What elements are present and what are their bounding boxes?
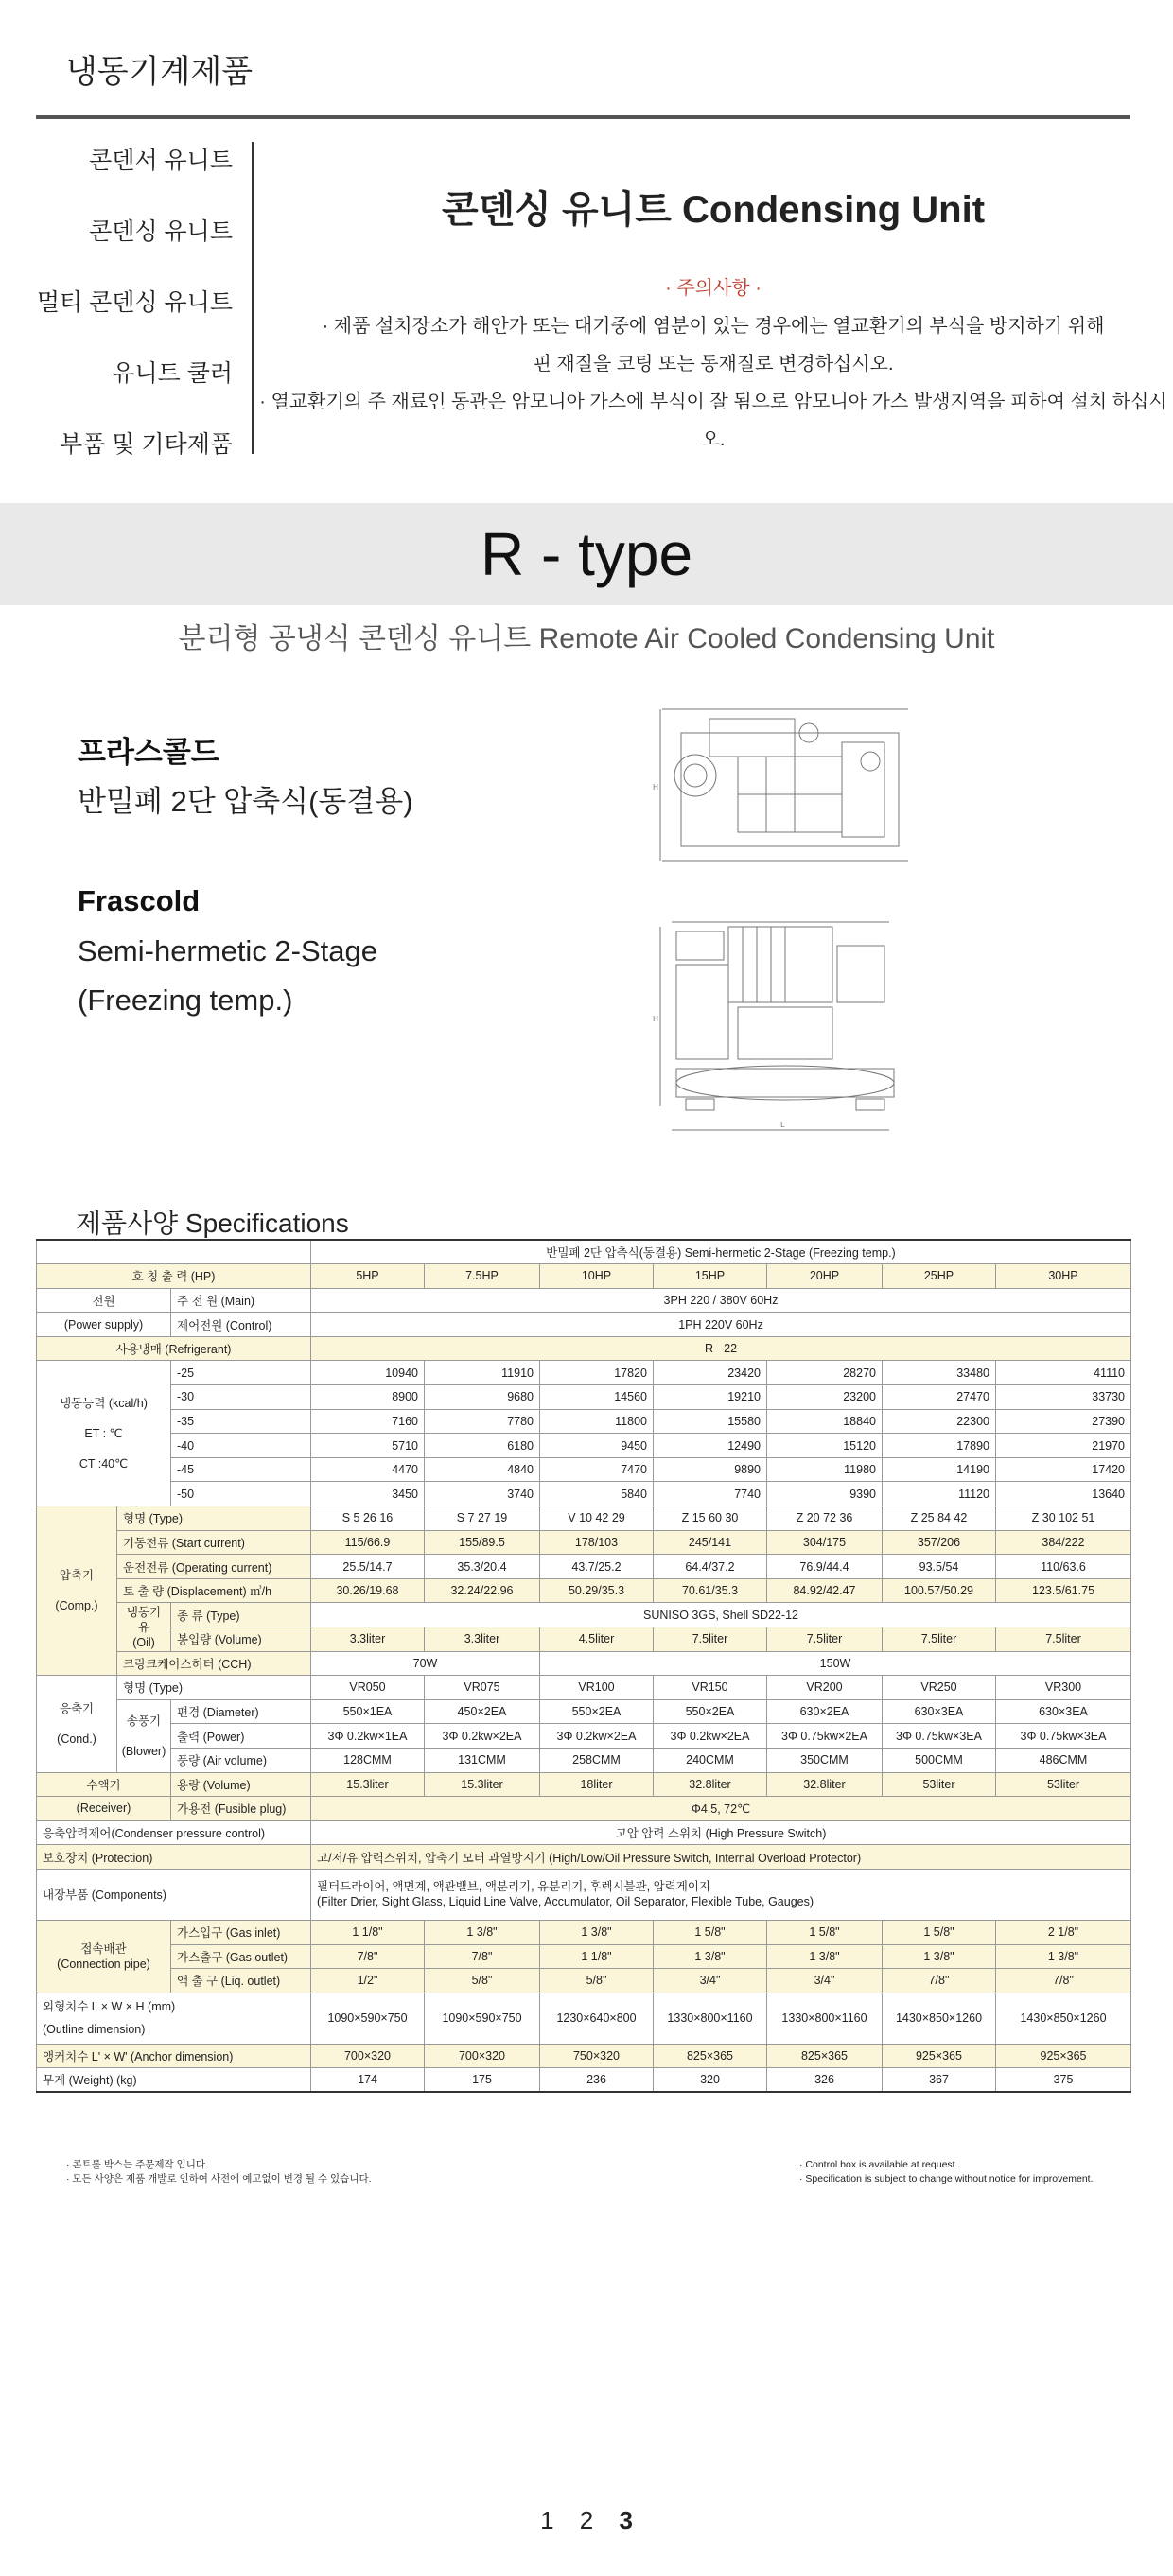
- capacity-cell: 28270: [767, 1361, 883, 1385]
- comp-disp-cell: 123.5/61.75: [996, 1578, 1131, 1603]
- liq-outlet-cell: 1/2": [311, 1969, 425, 1993]
- blower-air-cell: 258CMM: [540, 1748, 654, 1772]
- components-label: 내장부품 (Components): [37, 1869, 311, 1920]
- capacity-cell: 9390: [767, 1482, 883, 1506]
- comp-oper-cell: 76.9/44.4: [767, 1555, 883, 1579]
- oil-vol-cell: 3.3liter: [311, 1627, 425, 1652]
- weight-cell: 375: [996, 2068, 1131, 2093]
- refrigerant-label: 사용냉매 (Refrigerant): [37, 1336, 311, 1361]
- blower-dia-cell: 630×2EA: [767, 1699, 883, 1724]
- capacity-cell: 17820: [540, 1361, 654, 1385]
- anchor-cell: 750×320: [540, 2044, 654, 2068]
- comp-oper-label: 운전전류 (Operating current): [117, 1555, 311, 1579]
- protection-label: 보호장치 (Protection): [37, 1845, 311, 1870]
- comp-type-cell: S 7 27 19: [425, 1506, 540, 1531]
- blower-air-cell: 128CMM: [311, 1748, 425, 1772]
- capacity-cell: 15580: [654, 1409, 767, 1434]
- capacity-cell: 27470: [883, 1385, 996, 1410]
- comp-disp-cell: 84.92/42.47: [767, 1578, 883, 1603]
- top-view-drawing: [653, 705, 918, 865]
- liq-outlet-cell: 7/8": [883, 1969, 996, 1993]
- capacity-et: -30: [171, 1385, 311, 1410]
- blower-air-cell: 131CMM: [425, 1748, 540, 1772]
- anchor-cell: 700×320: [425, 2044, 540, 2068]
- compressor-group: 압축기 (Comp.): [37, 1506, 117, 1676]
- blower-dia-cell: 630×3EA: [996, 1699, 1131, 1724]
- gas-inlet-label: 가스입구 (Gas inlet): [171, 1920, 311, 1944]
- liq-outlet-cell: 5/8": [540, 1969, 654, 1993]
- side-nav: [28, 142, 254, 458]
- components-value: 필터드라이어, 액면계, 액관밸브, 액분리기, 유분리기, 후렉시블관, 압력게이지 (Filter Drier, Sight Glass, Liquid Line Valve, Accumulator, Oil Separator, Flexible Tube, Gauges): [311, 1869, 1131, 1920]
- capacity-cell: 17420: [996, 1457, 1131, 1482]
- capacity-cell: 14190: [883, 1457, 996, 1482]
- cond-pressure-label: 응축압력제어(Condenser pressure control): [37, 1820, 311, 1845]
- protection-value: 고/저/유 압력스위치, 압축기 모터 과열방지기 (High/Low/Oil Pressure Switch, Internal Overload Protector): [311, 1845, 1131, 1870]
- blower-power-cell: 3Φ 0.75kw×2EA: [767, 1724, 883, 1749]
- gas-inlet-cell: 1 5/8": [767, 1920, 883, 1944]
- capacity-cell: 7740: [654, 1482, 767, 1506]
- footnotes-ko: [66, 2158, 372, 2186]
- oil-vol-cell: 7.5liter: [996, 1627, 1131, 1652]
- capacity-cell: 8900: [311, 1385, 425, 1410]
- capacity-cell: 33480: [883, 1361, 996, 1385]
- capacity-et: -25: [171, 1361, 311, 1385]
- weight-cell: 320: [654, 2068, 767, 2093]
- outline-cell: 1230×640×800: [540, 1993, 654, 2044]
- capacity-et: -40: [171, 1434, 311, 1458]
- oil-vol-cell: 7.5liter: [654, 1627, 767, 1652]
- blower-dia-cell: 550×2EA: [654, 1699, 767, 1724]
- cch-label: 크랑크케이스히터 (CCH): [117, 1651, 311, 1676]
- capacity-et: -35: [171, 1409, 311, 1434]
- hp-cell: 7.5HP: [425, 1264, 540, 1289]
- capacity-cell: 9450: [540, 1434, 654, 1458]
- blower-power-label: 출력 (Power): [171, 1724, 311, 1749]
- cch-value-a: 70W: [311, 1651, 540, 1676]
- oil-vol-cell: 3.3liter: [425, 1627, 540, 1652]
- gas-outlet-cell: 7/8": [425, 1944, 540, 1969]
- oil-vol-label: 봉입량 (Volume): [171, 1627, 311, 1652]
- gas-outlet-cell: 1 3/8": [883, 1944, 996, 1969]
- receiver-vol-cell: 15.3liter: [311, 1772, 425, 1797]
- comp-type-cell: S 5 26 16: [311, 1506, 425, 1531]
- capacity-cell: 23200: [767, 1385, 883, 1410]
- cond-type-cell: VR150: [654, 1676, 767, 1700]
- capacity-et: -45: [171, 1457, 311, 1482]
- capacity-cell: 9890: [654, 1457, 767, 1482]
- comp-type-label: 형명 (Type): [117, 1506, 311, 1531]
- outline-cell: 1330×800×1160: [654, 1993, 767, 2044]
- hp-cell: 5HP: [311, 1264, 425, 1289]
- cond-type-cell: VR100: [540, 1676, 654, 1700]
- receiver-vol-cell: 18liter: [540, 1772, 654, 1797]
- liq-outlet-label: 액 출 구 (Liq. outlet): [171, 1969, 311, 1993]
- comp-disp-cell: 100.57/50.29: [883, 1578, 996, 1603]
- blower-air-cell: 500CMM: [883, 1748, 996, 1772]
- model-header: 반밀폐 2단 압축식(동결용) Semi-hermetic 2-Stage (Freezing temp.): [311, 1240, 1131, 1264]
- oil-vol-cell: 4.5liter: [540, 1627, 654, 1652]
- condenser-group: 응축기 (Cond.): [37, 1676, 117, 1772]
- blower-air-label: 풍량 (Air volume): [171, 1748, 311, 1772]
- hp-cell: 30HP: [996, 1264, 1131, 1289]
- liq-outlet-cell: 3/4": [654, 1969, 767, 1993]
- footnote: · 모든 사양은 제품 개발로 인하여 사전에 예고없이 변경 될 수 있습니다.: [66, 2173, 372, 2184]
- hp-cell: 10HP: [540, 1264, 654, 1289]
- brand-desc-ko: 반밀폐 2단 압축식(동결용): [78, 785, 413, 818]
- comp-type-cell: Z 25 84 42: [883, 1506, 996, 1531]
- gas-outlet-cell: 1 3/8": [767, 1944, 883, 1969]
- anchor-cell: 700×320: [311, 2044, 425, 2068]
- comp-disp-label: 토 출 량 (Displacement) ㎥/h: [117, 1578, 311, 1603]
- footnotes-en: [799, 2158, 1094, 2186]
- weight-cell: 326: [767, 2068, 883, 2093]
- weight-label: 무게 (Weight) (kg): [37, 2068, 311, 2093]
- footnote: · Specification is subject to change without notice for improvement.: [799, 2173, 1094, 2184]
- hp-label: 호 칭 출 력 (HP): [37, 1264, 311, 1289]
- comp-start-cell: 245/141: [654, 1530, 767, 1555]
- nav-item-condenser-unit[interactable]: 콘덴서 유니트: [89, 148, 233, 174]
- weight-cell: 367: [883, 2068, 996, 2093]
- drawing-label-h: H: [653, 783, 659, 792]
- capacity-cell: 21970: [996, 1434, 1131, 1458]
- cch-value-b: 150W: [540, 1651, 1131, 1676]
- capacity-cell: 18840: [767, 1409, 883, 1434]
- receiver-group: 수액기: [37, 1772, 171, 1797]
- spec-title: 제품사양 Specifications: [76, 1209, 349, 1238]
- blower-dia-cell: 550×2EA: [540, 1699, 654, 1724]
- capacity-cell: 23420: [654, 1361, 767, 1385]
- oil-group: 냉동기유 (Oil): [117, 1603, 171, 1651]
- gas-inlet-cell: 1 3/8": [425, 1920, 540, 1944]
- comp-disp-cell: 70.61/35.3: [654, 1578, 767, 1603]
- gas-inlet-cell: 1 5/8": [883, 1920, 996, 1944]
- anchor-cell: 925×365: [996, 2044, 1131, 2068]
- receiver-group-en: (Receiver): [37, 1797, 171, 1821]
- hp-cell: 20HP: [767, 1264, 883, 1289]
- hp-cell: 25HP: [883, 1264, 996, 1289]
- capacity-et: -50: [171, 1482, 311, 1506]
- blower-power-cell: 3Φ 0.75kw×3EA: [996, 1724, 1131, 1749]
- capacity-cell: 10940: [311, 1361, 425, 1385]
- receiver-vol-cell: 53liter: [996, 1772, 1131, 1797]
- anchor-cell: 925×365: [883, 2044, 996, 2068]
- power-main-value: 3PH 220 / 380V 60Hz: [311, 1288, 1131, 1313]
- blower-power-cell: 3Φ 0.2kw×1EA: [311, 1724, 425, 1749]
- capacity-cell: 41110: [996, 1361, 1131, 1385]
- power-main-label: 주 전 원 (Main): [171, 1288, 311, 1313]
- cond-type-cell: VR200: [767, 1676, 883, 1700]
- capacity-cell: 11800: [540, 1409, 654, 1434]
- comp-oper-cell: 93.5/54: [883, 1555, 996, 1579]
- receiver-vol-cell: 32.8liter: [654, 1772, 767, 1797]
- caution-line: · 열교환기의 주 재료인 동관은 암모니아 가스에 부식이 잘 됨으로 암모니아 가스 발생지역을 피하여 설치 하십시오.: [259, 392, 1167, 450]
- capacity-cell: 11120: [883, 1482, 996, 1506]
- caution-line: · 제품 설치장소가 해안가 또는 대기중에 염분이 있는 경우에는 열교환기의 부식을 방지하기 위해: [322, 316, 1105, 337]
- front-view-drawing: [653, 917, 908, 1135]
- capacity-label: 냉동능력 (kcal/h) ET : ℃ CT :40℃: [37, 1361, 171, 1506]
- spec-table: [36, 1239, 1131, 2093]
- drawing-label-h: H: [653, 1015, 659, 1023]
- brand-name-ko: 프라스콜드: [78, 736, 219, 769]
- gas-inlet-cell: 1 5/8": [654, 1920, 767, 1944]
- weight-cell: 236: [540, 2068, 654, 2093]
- outline-label: 외형치수 L × W × H (mm) (Outline dimension): [37, 1993, 311, 2044]
- liq-outlet-cell: 5/8": [425, 1969, 540, 1993]
- capacity-cell: 11980: [767, 1457, 883, 1482]
- oil-type-value: SUNISO 3GS, Shell SD22-12: [311, 1603, 1131, 1627]
- receiver-vol-label: 용량 (Volume): [171, 1772, 311, 1797]
- gas-inlet-cell: 2 1/8": [996, 1920, 1131, 1944]
- cond-type-cell: VR050: [311, 1676, 425, 1700]
- page-link-2[interactable]: 2: [579, 2506, 594, 2534]
- blower-air-cell: 240CMM: [654, 1748, 767, 1772]
- capacity-cell: 13640: [996, 1482, 1131, 1506]
- receiver-vol-cell: 32.8liter: [767, 1772, 883, 1797]
- page-link-1[interactable]: 1: [540, 2506, 554, 2534]
- caution-label: · 주의사항 ·: [665, 278, 762, 299]
- comp-start-cell: 155/89.5: [425, 1530, 540, 1555]
- comp-disp-cell: 32.24/22.96: [425, 1578, 540, 1603]
- caution-line: 핀 재질을 코팅 또는 동재질로 변경하십시오.: [533, 354, 894, 374]
- capacity-cell: 19210: [654, 1385, 767, 1410]
- capacity-cell: 22300: [883, 1409, 996, 1434]
- footnote: · Control box is available at request..: [799, 2159, 961, 2170]
- oil-type-label: 종 류 (Type): [171, 1603, 311, 1627]
- receiver-vol-cell: 53liter: [883, 1772, 996, 1797]
- capacity-cell: 4840: [425, 1457, 540, 1482]
- power-control-value: 1PH 220V 60Hz: [311, 1313, 1131, 1337]
- comp-disp-cell: 30.26/19.68: [311, 1578, 425, 1603]
- brand-desc-en-2: (Freezing temp.): [78, 983, 293, 1017]
- outline-cell: 1090×590×750: [311, 1993, 425, 2044]
- liq-outlet-cell: 3/4": [767, 1969, 883, 1993]
- capacity-cell: 7780: [425, 1409, 540, 1434]
- blower-dia-label: 편경 (Diameter): [171, 1699, 311, 1724]
- comp-type-cell: Z 20 72 36: [767, 1506, 883, 1531]
- blower-dia-cell: 450×2EA: [425, 1699, 540, 1724]
- receiver-plug-label: 가용전 (Fusible plug): [171, 1797, 311, 1821]
- capacity-cell: 33730: [996, 1385, 1131, 1410]
- gas-outlet-label: 가스출구 (Gas outlet): [171, 1944, 311, 1969]
- connection-group: 접속배관 (Connection pipe): [37, 1920, 171, 1993]
- blower-air-cell: 486CMM: [996, 1748, 1131, 1772]
- outline-cell: 1090×590×750: [425, 1993, 540, 2044]
- brand-name-en: Frascold: [78, 884, 201, 917]
- cond-type-cell: VR075: [425, 1676, 540, 1700]
- gas-inlet-cell: 1 3/8": [540, 1920, 654, 1944]
- blower-power-cell: 3Φ 0.2kw×2EA: [425, 1724, 540, 1749]
- comp-oper-cell: 25.5/14.7: [311, 1555, 425, 1579]
- oil-vol-cell: 7.5liter: [767, 1627, 883, 1652]
- outline-cell: 1430×850×1260: [996, 1993, 1131, 2044]
- section-title: 콘덴싱 유니트 Condensing Unit: [441, 189, 986, 231]
- footnote: · 콘트롤 박스는 주문제작 입니다.: [66, 2159, 208, 2170]
- blower-group: 송풍기 (Blower): [117, 1699, 171, 1772]
- page-title: 냉동기계제품: [66, 54, 254, 90]
- gas-outlet-cell: 7/8": [311, 1944, 425, 1969]
- comp-oper-cell: 43.7/25.2: [540, 1555, 654, 1579]
- capacity-cell: 12490: [654, 1434, 767, 1458]
- comp-start-cell: 304/175: [767, 1530, 883, 1555]
- nav-item-condensing-unit[interactable]: 콘덴싱 유니트: [89, 218, 233, 245]
- type-title: R - type: [480, 520, 693, 588]
- blower-power-cell: 3Φ 0.2kw×2EA: [540, 1724, 654, 1749]
- cond-type-cell: VR300: [996, 1676, 1131, 1700]
- comp-start-cell: 384/222: [996, 1530, 1131, 1555]
- oil-vol-cell: 7.5liter: [883, 1627, 996, 1652]
- comp-start-cell: 178/103: [540, 1530, 654, 1555]
- weight-cell: 175: [425, 2068, 540, 2093]
- comp-disp-cell: 50.29/35.3: [540, 1578, 654, 1603]
- comp-type-cell: V 10 42 29: [540, 1506, 654, 1531]
- power-control-label: 제어전원 (Control): [171, 1313, 311, 1337]
- title-divider: [36, 115, 1130, 119]
- capacity-cell: 5840: [540, 1482, 654, 1506]
- liq-outlet-cell: 7/8": [996, 1969, 1131, 1993]
- capacity-cell: 7160: [311, 1409, 425, 1434]
- comp-start-cell: 357/206: [883, 1530, 996, 1555]
- power-group: 전원: [37, 1288, 171, 1313]
- pagination: [0, 2506, 1173, 2535]
- capacity-cell: 15120: [767, 1434, 883, 1458]
- anchor-cell: 825×365: [767, 2044, 883, 2068]
- type-banner: [0, 503, 1173, 605]
- gas-outlet-cell: 1 1/8": [540, 1944, 654, 1969]
- comp-oper-cell: 64.4/37.2: [654, 1555, 767, 1579]
- comp-start-label: 기동전류 (Start current): [117, 1530, 311, 1555]
- blower-power-cell: 3Φ 0.75kw×3EA: [883, 1724, 996, 1749]
- drawing-label-l: L: [780, 1121, 785, 1129]
- comp-start-cell: 115/66.9: [311, 1530, 425, 1555]
- cond-pressure-value: 고압 압력 스위치 (High Pressure Switch): [311, 1820, 1131, 1845]
- outline-cell: 1330×800×1160: [767, 1993, 883, 2044]
- capacity-cell: 14560: [540, 1385, 654, 1410]
- gas-outlet-cell: 1 3/8": [654, 1944, 767, 1969]
- nav-item-unit-cooler[interactable]: 유니트 쿨러: [112, 360, 233, 387]
- capacity-cell: 6180: [425, 1434, 540, 1458]
- capacity-cell: 7470: [540, 1457, 654, 1482]
- comp-oper-cell: 35.3/20.4: [425, 1555, 540, 1579]
- cond-type-cell: VR250: [883, 1676, 996, 1700]
- capacity-cell: 9680: [425, 1385, 540, 1410]
- blower-dia-cell: 550×1EA: [311, 1699, 425, 1724]
- capacity-cell: 3740: [425, 1482, 540, 1506]
- comp-oper-cell: 110/63.6: [996, 1555, 1131, 1579]
- hp-cell: 15HP: [654, 1264, 767, 1289]
- anchor-label: 앵커치수 L' × W' (Anchor dimension): [37, 2044, 311, 2068]
- comp-type-cell: Z 30 102 51: [996, 1506, 1131, 1531]
- anchor-cell: 825×365: [654, 2044, 767, 2068]
- weight-cell: 174: [311, 2068, 425, 2093]
- product-subtitle: 분리형 공냉식 콘덴싱 유니트 Remote Air Cooled Condensing Unit: [178, 623, 995, 654]
- blower-dia-cell: 630×3EA: [883, 1699, 996, 1724]
- capacity-cell: 5710: [311, 1434, 425, 1458]
- refrigerant-value: R - 22: [311, 1336, 1131, 1361]
- page-link-3-current[interactable]: 3: [619, 2506, 633, 2534]
- gas-outlet-cell: 1 3/8": [996, 1944, 1131, 1969]
- brand-desc-en-1: Semi-hermetic 2-Stage: [78, 934, 378, 967]
- capacity-cell: 3450: [311, 1482, 425, 1506]
- receiver-vol-cell: 15.3liter: [425, 1772, 540, 1797]
- gas-inlet-cell: 1 1/8": [311, 1920, 425, 1944]
- power-group-en: (Power supply): [37, 1313, 171, 1337]
- receiver-plug-value: Φ4.5, 72℃: [311, 1797, 1131, 1821]
- nav-item-multi-condensing-unit[interactable]: 멀티 콘덴싱 유니트: [36, 289, 233, 316]
- blower-air-cell: 350CMM: [767, 1748, 883, 1772]
- outline-cell: 1430×850×1260: [883, 1993, 996, 2044]
- comp-type-cell: Z 15 60 30: [654, 1506, 767, 1531]
- cond-type-label: 형명 (Type): [117, 1676, 311, 1700]
- capacity-cell: 27390: [996, 1409, 1131, 1434]
- nav-item-parts[interactable]: 부품 및 기타제품: [60, 431, 233, 458]
- capacity-cell: 11910: [425, 1361, 540, 1385]
- capacity-cell: 17890: [883, 1434, 996, 1458]
- capacity-cell: 4470: [311, 1457, 425, 1482]
- caution-notice: [254, 270, 1173, 459]
- blower-power-cell: 3Φ 0.2kw×2EA: [654, 1724, 767, 1749]
